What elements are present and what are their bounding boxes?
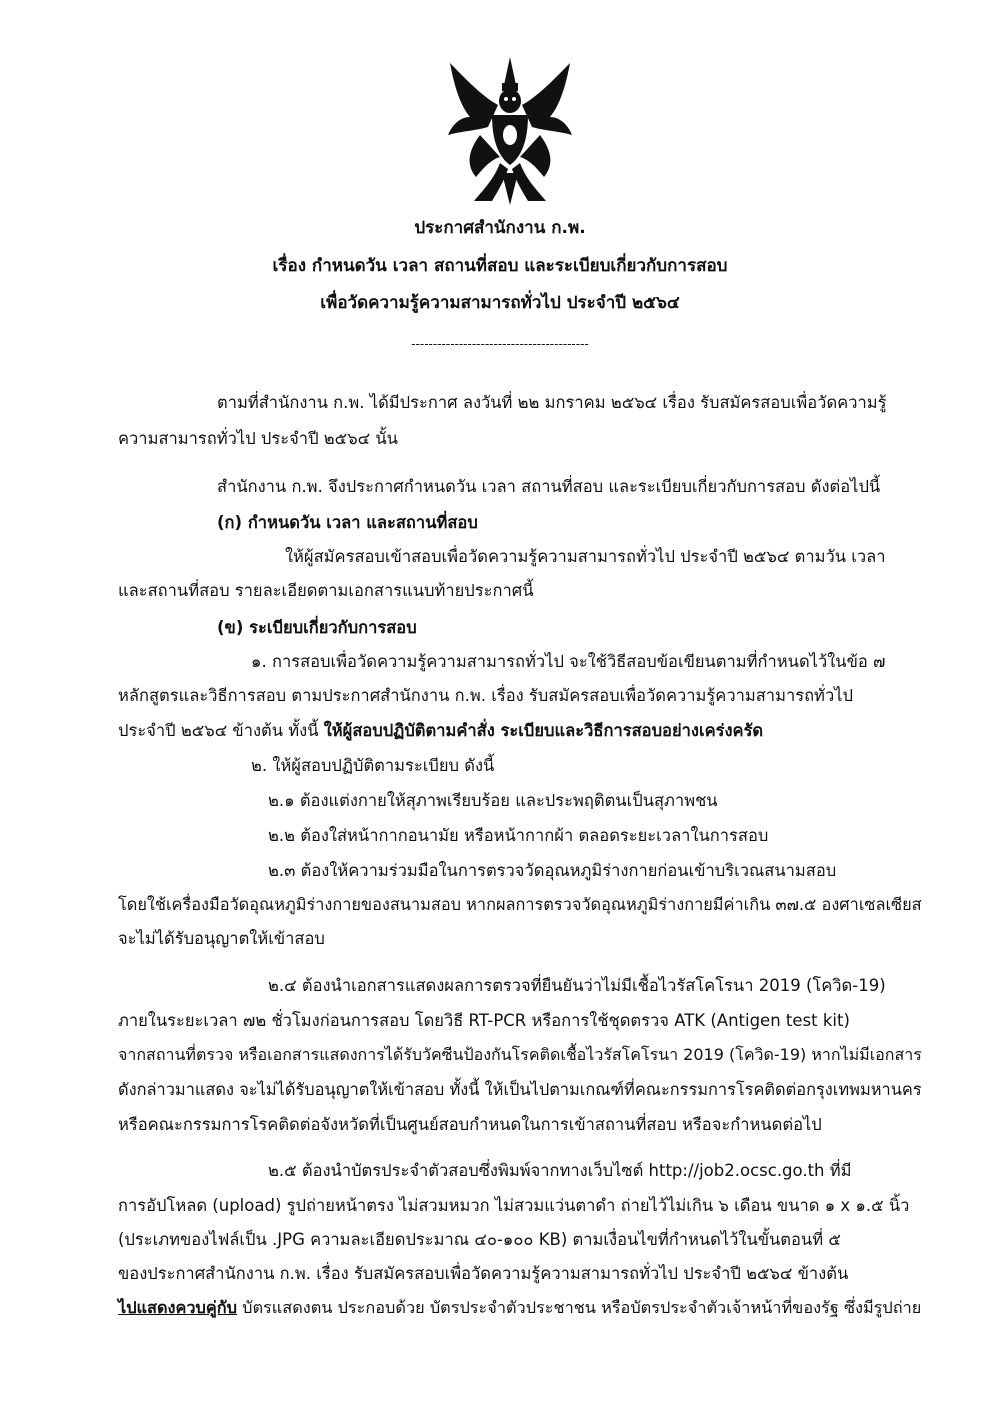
announcement-line: สำนักงาน ก.พ. จึงประกาศกำหนดวัน เวลา สถานที่สอบ และระเบียบเกี่ยวกับการสอบ ดังต่อไปนี้ <box>217 477 881 496</box>
intro-paragraph-line: ความสามารถทั่วไป ประจำปี ๒๕๖๔ นั้น <box>118 429 398 448</box>
rule-2-3-line: จะไม่ได้รับอนุญาตให้เข้าสอบ <box>118 929 325 948</box>
rule-1-line: หลักสูตรและวิธีการสอบ ตามประกาศสำนักงาน ก.พ. เรื่อง รับสมัครสอบเพื่อวัดความรู้ความสามารถทั่วไป <box>118 686 853 705</box>
rule-2-2-line: ๒.๒ ต้องใส่หน้ากากอนามัย หรือหน้ากากผ้า ตลอดระยะเวลาในการสอบ <box>268 826 769 845</box>
rule-2-5-line: การอัปโหลด (upload) รูปถ่ายหน้าตรง ไม่สวมหมวก ไม่สวมแว่นตาดำ ถ่ายไว้ไม่เกิน ๖ เดือน ขนาด ๑ x ๑.๕ นิ้ว <box>118 1196 910 1215</box>
rule-2-3-line: ๒.๓ ต้องให้ความร่วมมือในการตรวจวัดอุณหภูมิร่างกายก่อนเข้าบริเวณสนามสอบ <box>268 861 837 880</box>
rule-2-5-line: ของประกาศสำนักงาน ก.พ. เรื่อง รับสมัครสอบเพื่อวัดความรู้ความสามารถทั่วไป ประจำปี ๒๕๖๔ ข้างต้น <box>118 1264 849 1283</box>
section-a-heading: (ก) กำหนดวัน เวลา และสถานที่สอบ <box>217 513 478 532</box>
rule-1-text: ประจำปี ๒๕๖๔ ข้างต้น ทั้งนี้ <box>118 721 324 740</box>
rule-2-5-line: (ประเภทของไฟล์เป็น .JPG ความละเอียดประมาณ ๔๐-๑๐๐ KB) ตามเงื่อนไขที่กำหนดไว้ในขั้นตอนที่ ๕ <box>118 1230 841 1249</box>
document-title: ประกาศสำนักงาน ก.พ. <box>414 218 586 238</box>
rule-2-1-line: ๒.๑ ต้องแต่งกายให้สุภาพเรียบร้อย และประพฤติตนเป็นสุภาพชน <box>268 791 718 810</box>
rule-1-line: ๑. การสอบเพื่อวัดความรู้ความสามารถทั่วไป จะใช้วิธีสอบข้อเขียนตามที่กำหนดไว้ในข้อ ๗ <box>251 652 886 671</box>
rule-2-4-line: จากสถานที่ตรวจ หรือเอกสารแสดงการได้รับวัคซีนป้องกันโรคติดเชื้อไวรัสโคโรนา 2019 (โควิด-19) หากไม่มีเอกสาร <box>118 1045 922 1064</box>
rule-2-5-text: บัตรแสดงตน ประกอบด้วย บัตรประจำตัวประชาชน หรือบัตรประจำตัวเจ้าหน้าที่ของรัฐ ซึ่งมีรูปถ่าย <box>236 1298 922 1317</box>
section-a-line: ให้ผู้สมัครสอบเข้าสอบเพื่อวัดความรู้ความสามารถทั่วไป ประจำปี ๒๕๖๔ ตามวัน เวลา <box>285 547 886 566</box>
rule-2-4-line: หรือคณะกรรมการโรคติดต่อจังหวัดที่เป็นศูนย์สอบกำหนดในการเข้าสถานที่สอบ หรือจะกำหนดต่อไป <box>118 1115 822 1134</box>
separator-line: ----------------------------------------- <box>411 337 589 351</box>
rule-2-line: ๒. ให้ผู้สอบปฏิบัติตามระเบียบ ดังนี้ <box>251 756 495 775</box>
rule-2-4-line: ๒.๔ ต้องนำเอกสารแสดงผลการตรวจที่ยืนยันว่าไม่มีเชื้อไวรัสโคโรนา 2019 (โควิด-19) <box>268 976 886 995</box>
section-a-line: และสถานที่สอบ รายละเอียดตามเอกสารแนบท้ายประกาศนี้ <box>118 581 534 600</box>
intro-paragraph-line: ตามที่สำนักงาน ก.พ. ได้มีประกาศ ลงวันที่ ๒๒ มกราคม ๒๕๖๔ เรื่อง รับสมัครสอบเพื่อวัดความรู้ <box>217 393 887 412</box>
rule-1-emphasis: ให้ผู้สอบปฏิบัติตามคำสั่ง ระเบียบและวิธีการสอบอย่างเคร่งครัด <box>323 721 764 740</box>
rule-2-5-emphasis: ไปแสดงควบคู่กับ <box>118 1298 237 1317</box>
rule-1-line <box>118 721 763 741</box>
document-subject: เรื่อง กำหนดวัน เวลา สถานที่สอบ และระเบียบเกี่ยวกับการสอบ <box>272 256 728 276</box>
rule-2-3-line: โดยใช้เครื่องมือวัดอุณหภูมิร่างกายของสนามสอบ หากผลการตรวจวัดอุณหภูมิร่างกายมีค่าเกิน ๓๗.๕ องศาเซลเซียส <box>118 895 922 914</box>
document-subject-continued: เพื่อวัดความรู้ความสามารถทั่วไป ประจำปี ๒๕๖๔ <box>320 293 680 313</box>
rule-2-4-line: ภายในระยะเวลา ๗๒ ชั่วโมงก่อนการสอบ โดยวิธี RT-PCR หรือการใช้ชุดตรวจ ATK (Antigen test kit) <box>118 1011 850 1030</box>
rule-2-5-line: ๒.๕ ต้องนำบัตรประจำตัวสอบซึ่งพิมพ์จากทางเว็บไซต์ http://job2.ocsc.go.th ที่มี <box>268 1161 852 1180</box>
section-b-heading: (ข) ระเบียบเกี่ยวกับการสอบ <box>217 618 417 637</box>
rule-2-5-line <box>118 1298 921 1318</box>
rule-2-4-line: ดังกล่าวมาแสดง จะไม่ได้รับอนุญาตให้เข้าสอบ ทั้งนี้ ให้เป็นไปตามเกณฑ์ที่คณะกรรมการโรคติดต่อกรุงเทพมหานคร <box>118 1080 922 1099</box>
garuda-emblem-icon <box>440 55 580 210</box>
